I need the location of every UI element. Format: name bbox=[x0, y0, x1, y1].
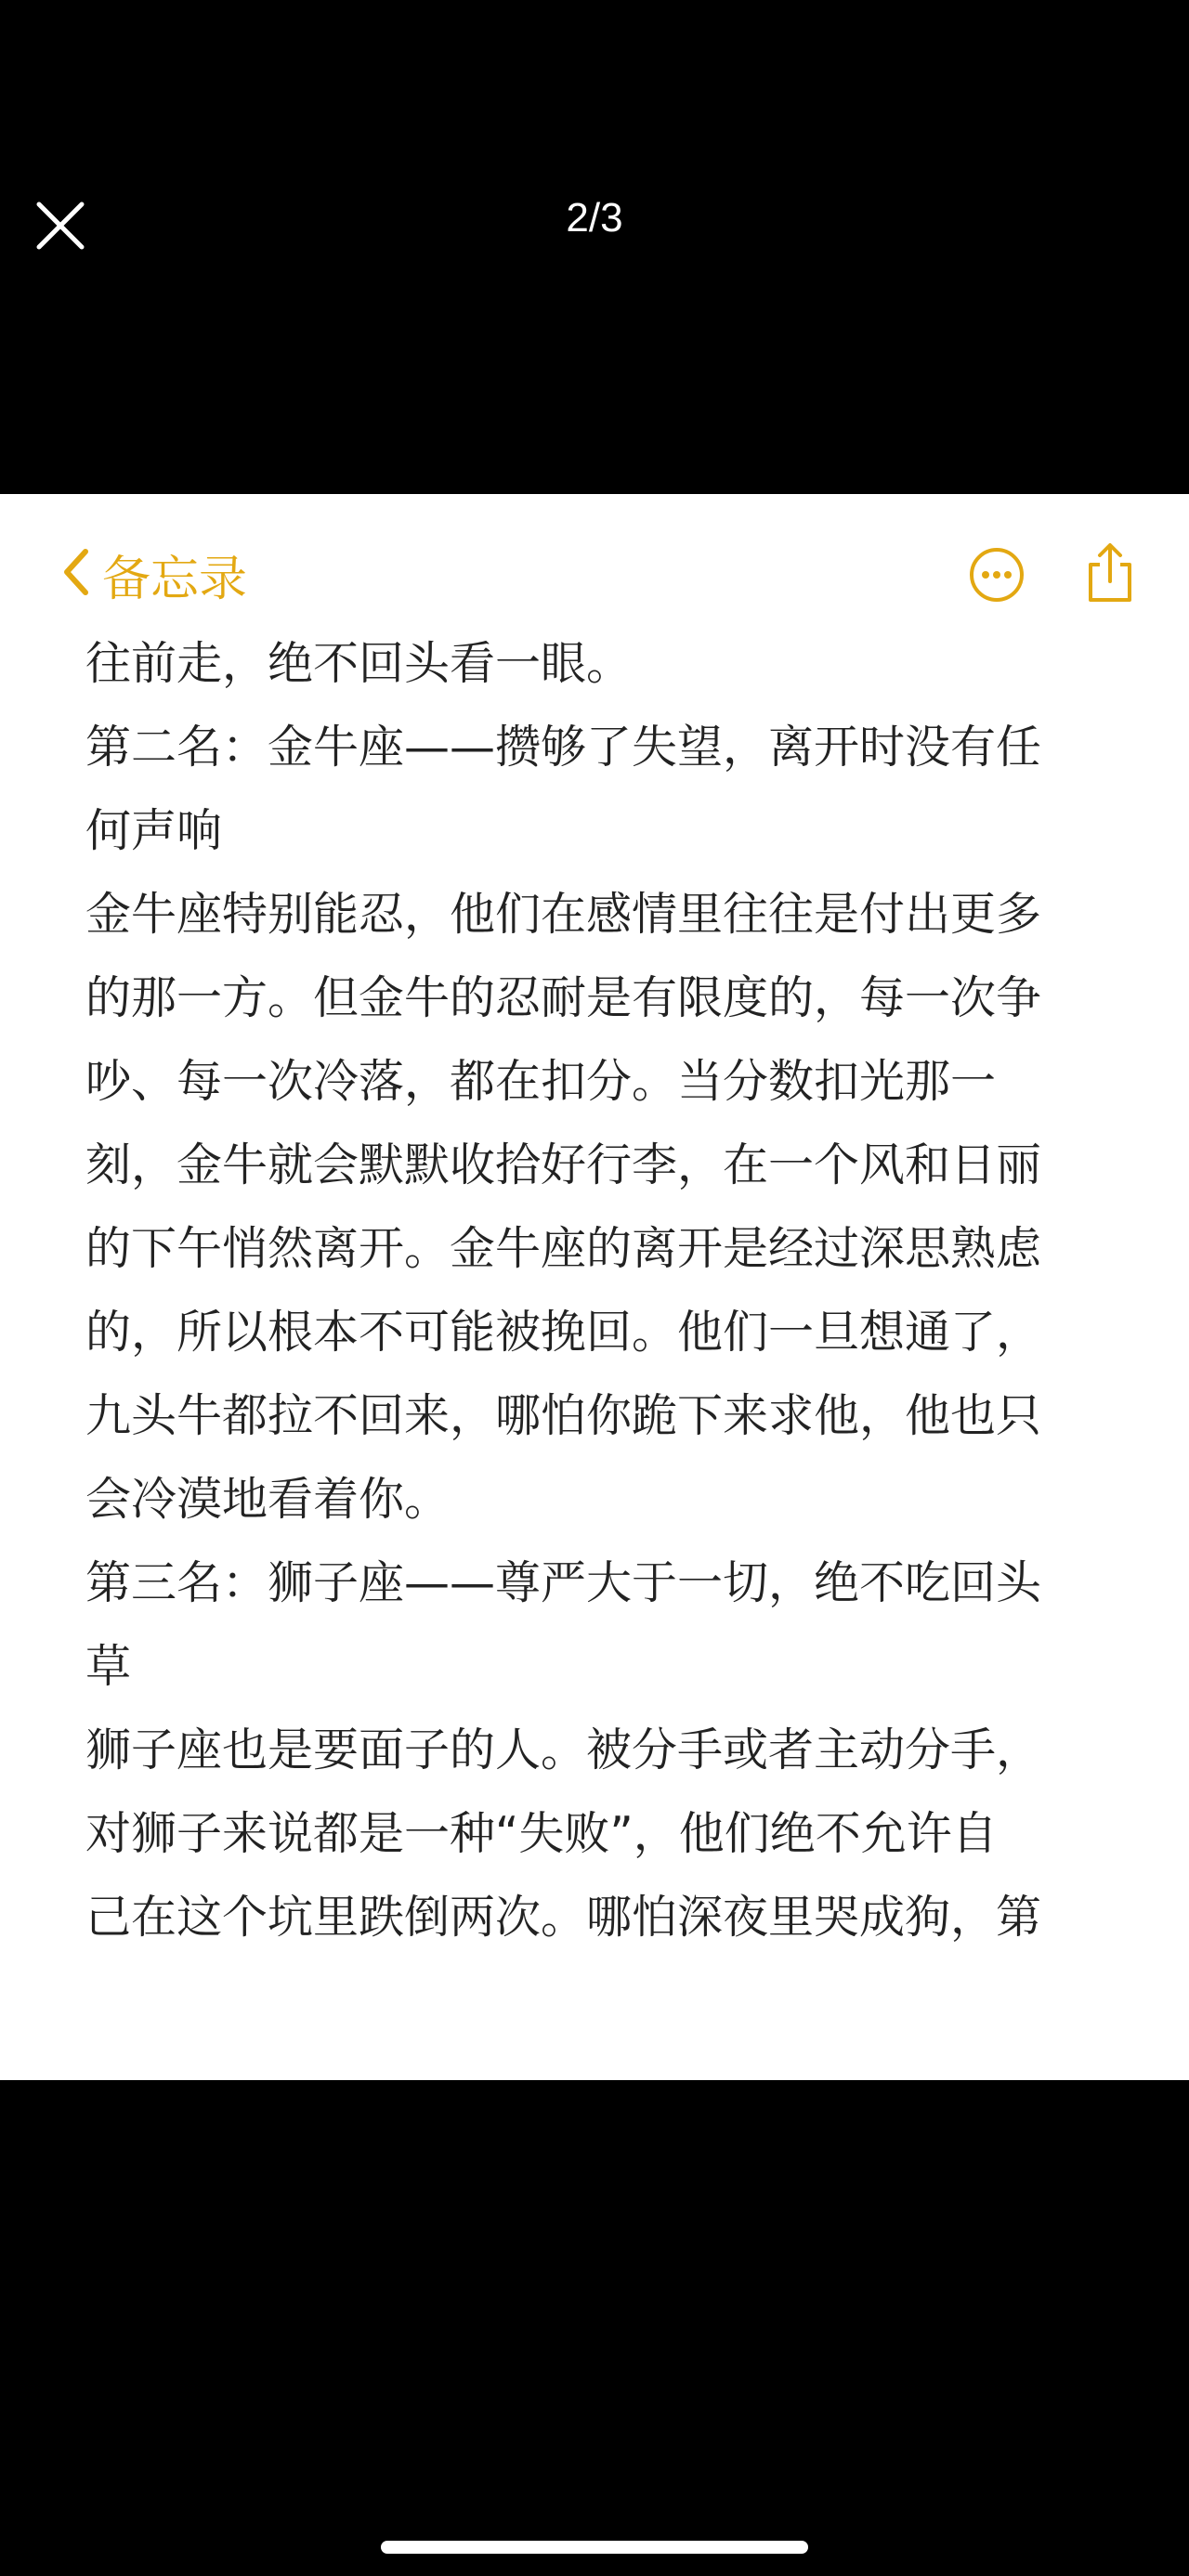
note-line: 刻，金牛就会默默收拾好行李，在一个风和日丽 bbox=[85, 1138, 1042, 1191]
chevron-left-icon bbox=[61, 548, 89, 600]
viewer-top-bar bbox=[0, 0, 1189, 494]
back-button[interactable] bbox=[61, 544, 248, 607]
note-line: 吵、每一次冷落，都在扣分。当分数扣光那一 bbox=[85, 1055, 997, 1108]
ellipsis-circle-icon[interactable] bbox=[968, 546, 1026, 604]
home-indicator[interactable] bbox=[381, 2541, 808, 2554]
back-label: 备忘录 bbox=[102, 551, 248, 607]
note-body[interactable] bbox=[85, 622, 1126, 1959]
note-line: 九头牛都拉不回来，哪怕你跪下来求他，他也只 bbox=[85, 1389, 1042, 1442]
note-line: 己在这个坑里跌倒两次。哪怕深夜里哭成狗，第 bbox=[85, 1891, 1042, 1944]
note-line: 第三名：狮子座——尊严大于一切，绝不吃回头 bbox=[85, 1556, 1042, 1609]
image-counter: 2/3 bbox=[566, 195, 623, 241]
screenshot-image bbox=[0, 494, 1189, 2080]
note-line: 第二名：金牛座——攒够了失望，离开时没有任 bbox=[85, 721, 1042, 774]
note-line: 对狮子来说都是一种“失败”，他们绝不允许自 bbox=[85, 1807, 998, 1860]
note-line: 草 bbox=[85, 1640, 132, 1693]
note-line: 往前走，绝不回头看一眼。 bbox=[85, 637, 633, 690]
note-line: 的下午悄然离开。金牛座的离开是经过深思熟虑 bbox=[85, 1222, 1042, 1275]
viewer-bottom-area bbox=[0, 2080, 1189, 2576]
note-line: 金牛座特别能忍，他们在感情里往往是付出更多 bbox=[85, 888, 1042, 941]
note-line: 的那一方。但金牛的忍耐是有限度的，每一次争 bbox=[85, 971, 1042, 1024]
note-line: 的，所以根本不可能被挽回。他们一旦想通了， bbox=[85, 1306, 1042, 1359]
note-line: 会冷漠地看着你。 bbox=[85, 1473, 451, 1526]
note-line: 狮子座也是要面子的人。被分手或者主动分手， bbox=[85, 1724, 1042, 1776]
share-icon[interactable] bbox=[1083, 540, 1137, 605]
close-icon[interactable] bbox=[33, 199, 87, 253]
notes-nav-bar bbox=[0, 527, 1189, 620]
note-line: 何声响 bbox=[85, 804, 223, 857]
